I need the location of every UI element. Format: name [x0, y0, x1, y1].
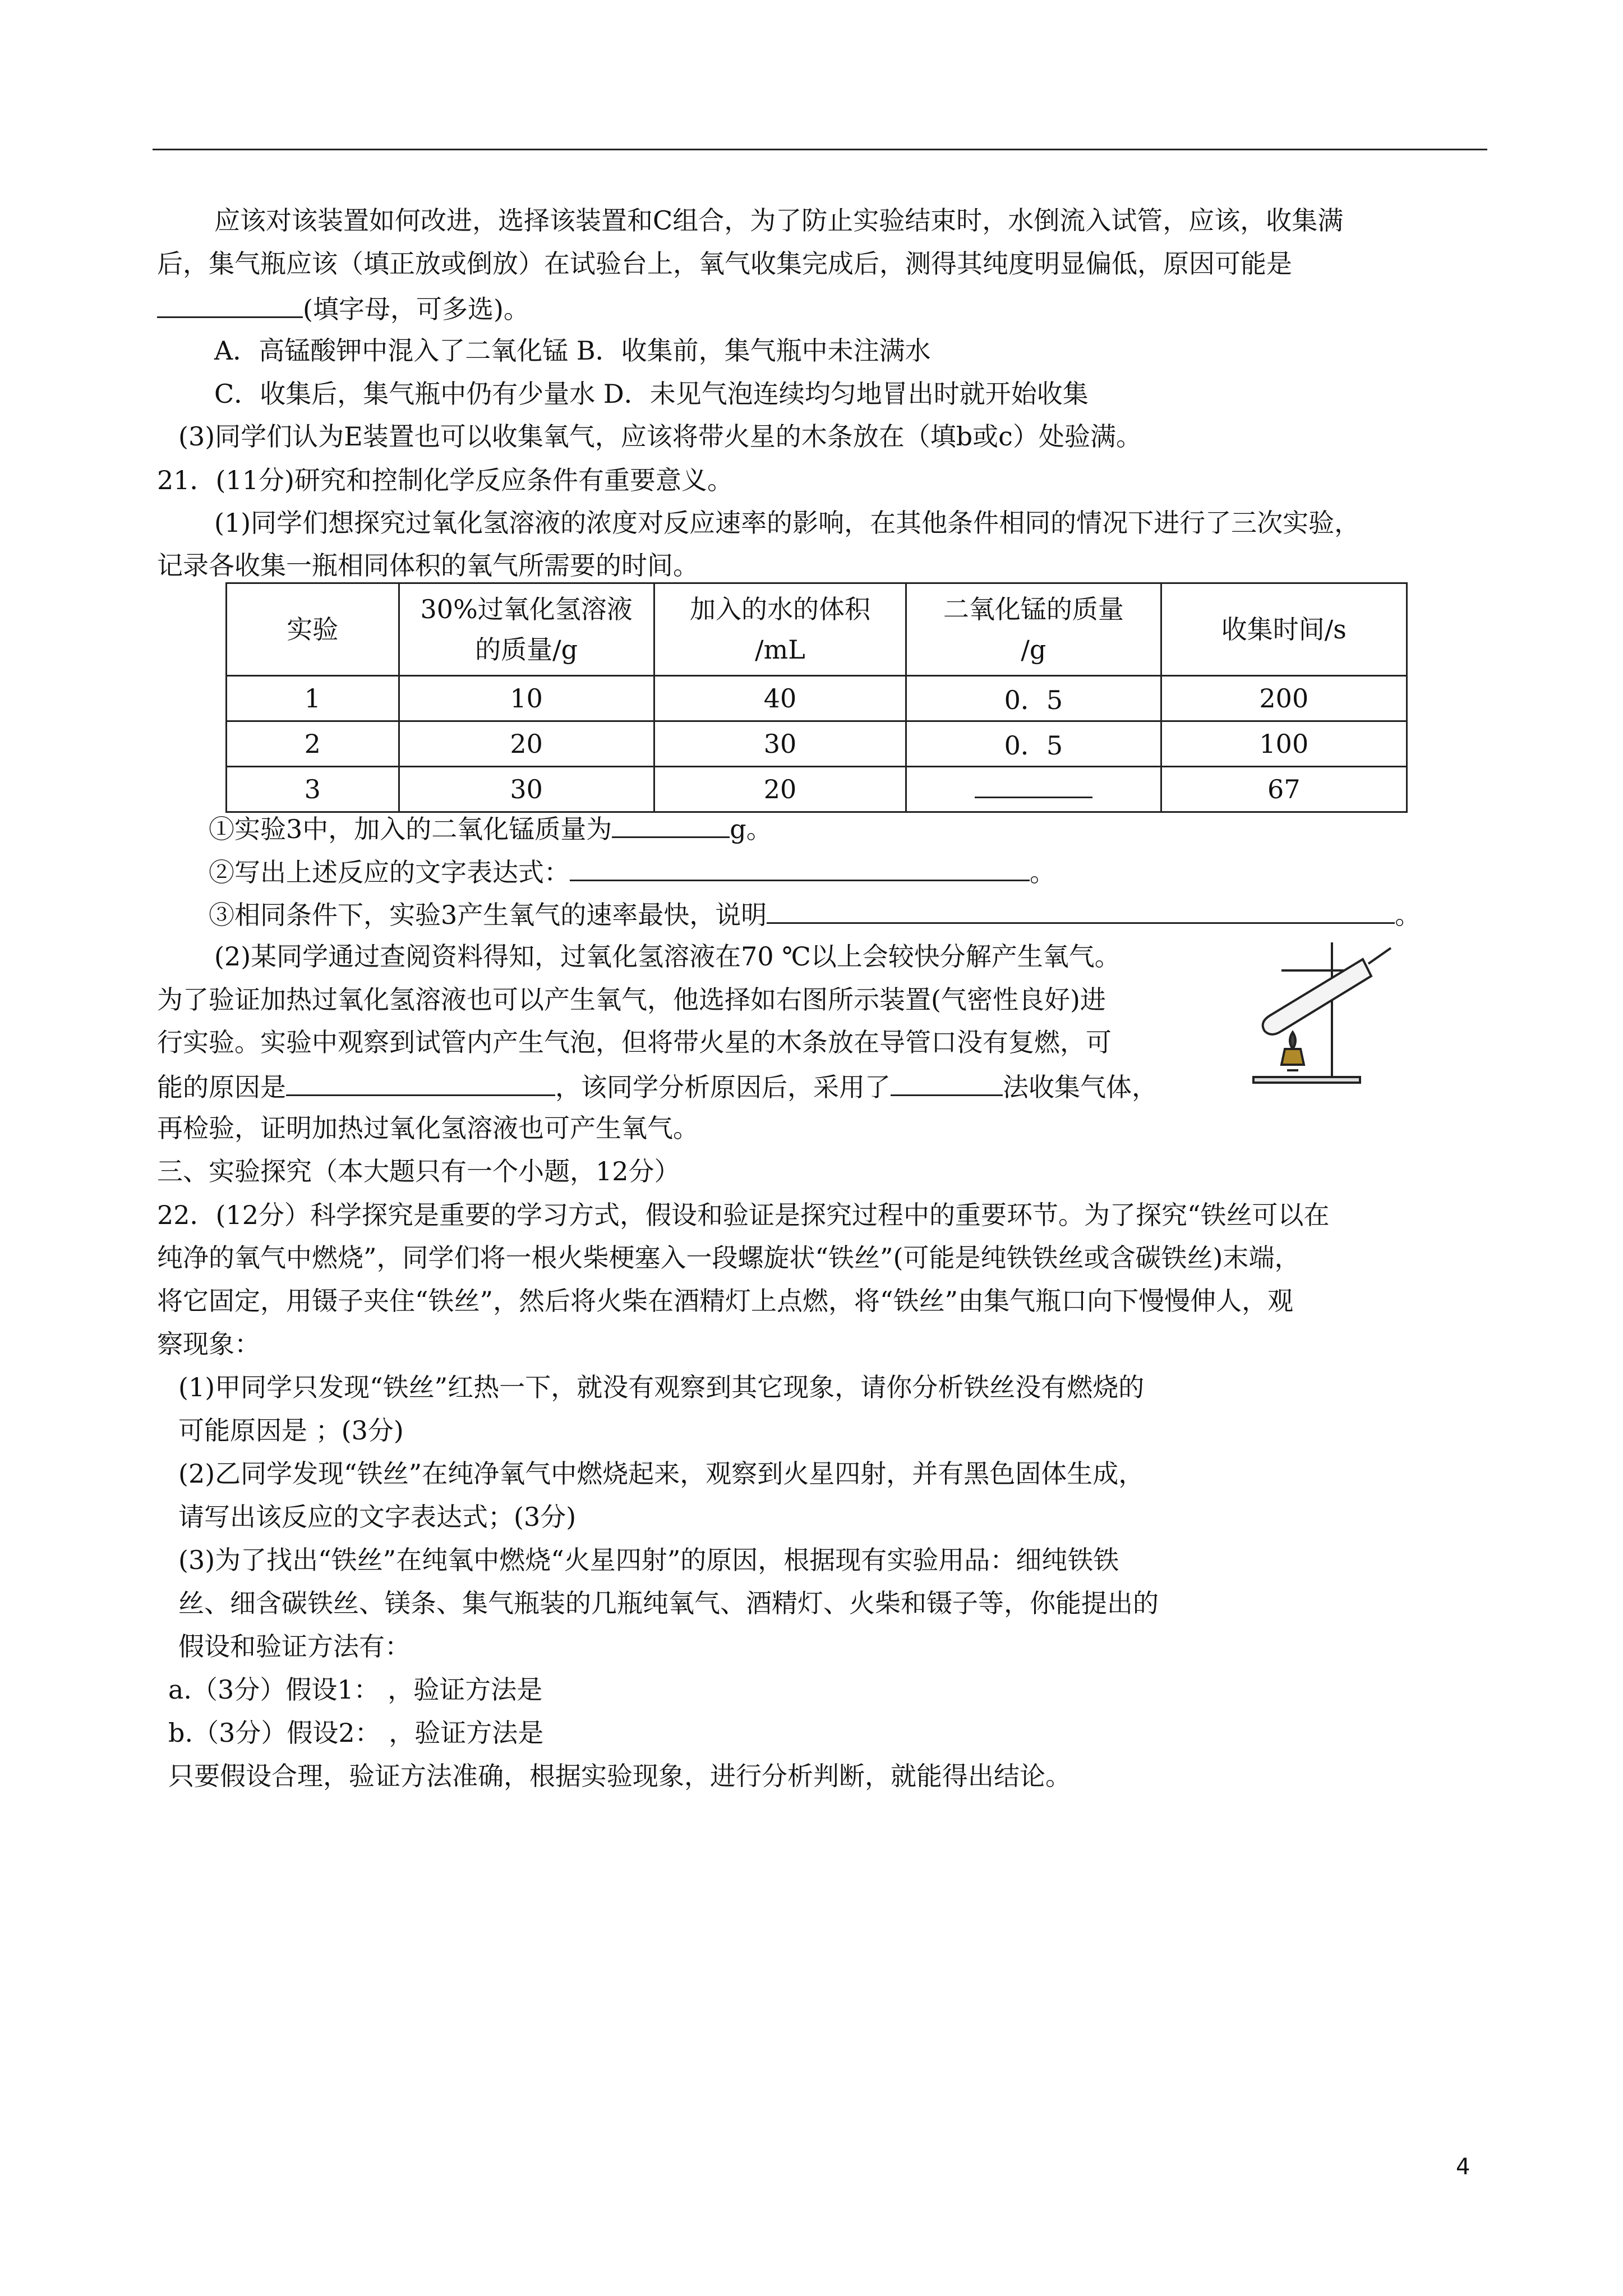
text-line: (2)某同学通过查阅资料得知，过氧化氢溶液在70 ℃以上会较快分解产生氧气。: [214, 941, 1121, 972]
table-cell: 0．5: [906, 676, 1161, 721]
table-row: [227, 721, 1407, 767]
table-row: [227, 676, 1407, 721]
text-line: 假设和验证方法有：: [178, 1631, 411, 1662]
answer-blank[interactable]: [767, 896, 1395, 924]
text-line: (2)乙同学发现“铁丝”在纯净氧气中燃烧起来，观察到火星四射，并有黑色固体生成，: [178, 1458, 1145, 1489]
section-title: 三、实验探究（本大题只有一个小题，12分）: [157, 1156, 680, 1186]
table-cell: 20: [654, 767, 906, 812]
text-line: 能的原因是 ，该同学分析原因后，采用了 法收集气体，: [157, 1069, 1158, 1104]
question-21-title: 21．(11分)研究和控制化学反应条件有重要意义。: [157, 465, 733, 495]
text-line: 察现象：: [157, 1329, 260, 1359]
answer-blank[interactable]: [286, 1069, 555, 1096]
text-line: [157, 291, 529, 326]
table-cell: 30: [399, 767, 654, 812]
table-cell-blank[interactable]: [906, 767, 1161, 812]
text-line: 将它固定，用镊子夹住“铁丝”，然后将火柴在酒精灯上点燃，将“铁丝”由集气瓶口向下慢慢伸人，观: [157, 1286, 1294, 1316]
text-line: (1)同学们想探究过氧化氢溶液的浓度对反应速率的影响，在其他条件相同的情况下进行了三次实验，: [214, 508, 1361, 538]
text-line: 再检验，证明加热过氧化氢溶液也可产生氧气。: [157, 1113, 699, 1143]
text-line: 只要假设合理，验证方法准确，根据实验现象，进行分析判断，就能得出结论。: [168, 1761, 1071, 1791]
text-span: (填字母，可多选)。: [303, 294, 529, 324]
text-line: 行实验。实验中观察到试管内产生气泡，但将带火星的木条放在导管口没有复燃，可: [157, 1027, 1112, 1057]
table-cell: 100: [1161, 721, 1407, 767]
text-line: 纯净的氧气中燃烧”，同学们将一根火柴梗塞入一段螺旋状“铁丝”(可能是纯铁铁丝或含碳铁丝)末端，: [157, 1243, 1301, 1273]
text-line: 丝、细含碳铁丝、镁条、集气瓶装的几瓶纯氧气、酒精灯、火柴和镊子等，你能提出的: [178, 1588, 1159, 1618]
text-line: 请写出该反应的文字表达式；(3分): [178, 1502, 577, 1532]
table-cell: 20: [399, 721, 654, 767]
text-line: ③相同条件下，实验3产生氧气的速率最快，说明 。: [209, 896, 1421, 932]
text-line: 记录各收集一瓶相同体积的氧气所需要的时间。: [157, 550, 699, 581]
option-line: C．收集后，集气瓶中仍有少量水 D．未见气泡连续均匀地冒出时就开始收集: [214, 379, 1089, 409]
text-line: ②写出上述反应的文字表达式： 。: [209, 854, 1055, 889]
header-rule: [153, 149, 1487, 150]
text-line: 应该对该装置如何改进，选择该装置和C组合，为了防止实验结束时，水倒流入试管，应该，收集满: [214, 205, 1344, 236]
text-line: (3)同学们认为E装置也可以收集氧气，应该将带火星的木条放在（填b或c）处验满。: [178, 421, 1142, 452]
column-header: 收集时间/s: [1161, 583, 1407, 676]
text-line: ①实验3中，加入的二氧化锰质量为 g。: [209, 811, 772, 846]
table-cell: 1: [227, 676, 399, 721]
table-row: [227, 767, 1407, 812]
text-line: 可能原因是 ；(3分): [178, 1415, 404, 1446]
text-line: b.（3分）假设2： ，验证方法是: [168, 1718, 544, 1748]
table-cell: 200: [1161, 676, 1407, 721]
text-line: a.（3分）假设1： ，验证方法是: [168, 1674, 543, 1705]
question-22-title: 22．(12分）科学探究是重要的学习方式，假设和验证是探究过程中的重要环节。为了探究“铁丝可以在: [157, 1200, 1330, 1230]
page-number: 4: [1456, 2154, 1470, 2180]
table-cell: 67: [1161, 767, 1407, 812]
option-line: A．高锰酸钾中混入了二氧化锰 B．收集前，集气瓶中未注满水: [214, 335, 931, 366]
answer-blank[interactable]: [570, 854, 1030, 881]
answer-blank[interactable]: [612, 811, 730, 838]
text-line: (1)甲同学只发现“铁丝”红热一下，就没有观察到其它现象，请你分析铁丝没有燃烧的: [178, 1372, 1145, 1402]
text-line: 后，集气瓶应该（填正放或倒放）在试验台上，氧气收集完成后，测得其纯度明显偏低，原因可能是: [157, 249, 1292, 279]
table-cell: 30: [654, 721, 906, 767]
column-header: 加入的水的体积 /mL: [654, 583, 906, 676]
answer-blank[interactable]: [157, 291, 303, 318]
column-header: 实验: [227, 583, 399, 676]
table-cell: 2: [227, 721, 399, 767]
table-cell: 40: [654, 676, 906, 721]
apparatus-diagram: [1248, 937, 1394, 1088]
column-header: 二氧化锰的质量 /g: [906, 583, 1161, 676]
table-header-row: [227, 583, 1407, 676]
text-line: (3)为了找出“铁丝”在纯氧中燃烧“火星四射”的原因，根据现有实验用品：细纯铁铁: [178, 1545, 1119, 1575]
table-cell: 0．5: [906, 721, 1161, 767]
table-cell: 3: [227, 767, 399, 812]
answer-blank[interactable]: [891, 1069, 1003, 1096]
column-header: 30%过氧化氢溶液 的质量/g: [399, 583, 654, 676]
text-line: 为了验证加热过氧化氢溶液也可以产生氧气，他选择如右图所示装置(气密性良好)进: [157, 984, 1106, 1015]
experiment-table: [225, 582, 1408, 813]
table-cell: 10: [399, 676, 654, 721]
